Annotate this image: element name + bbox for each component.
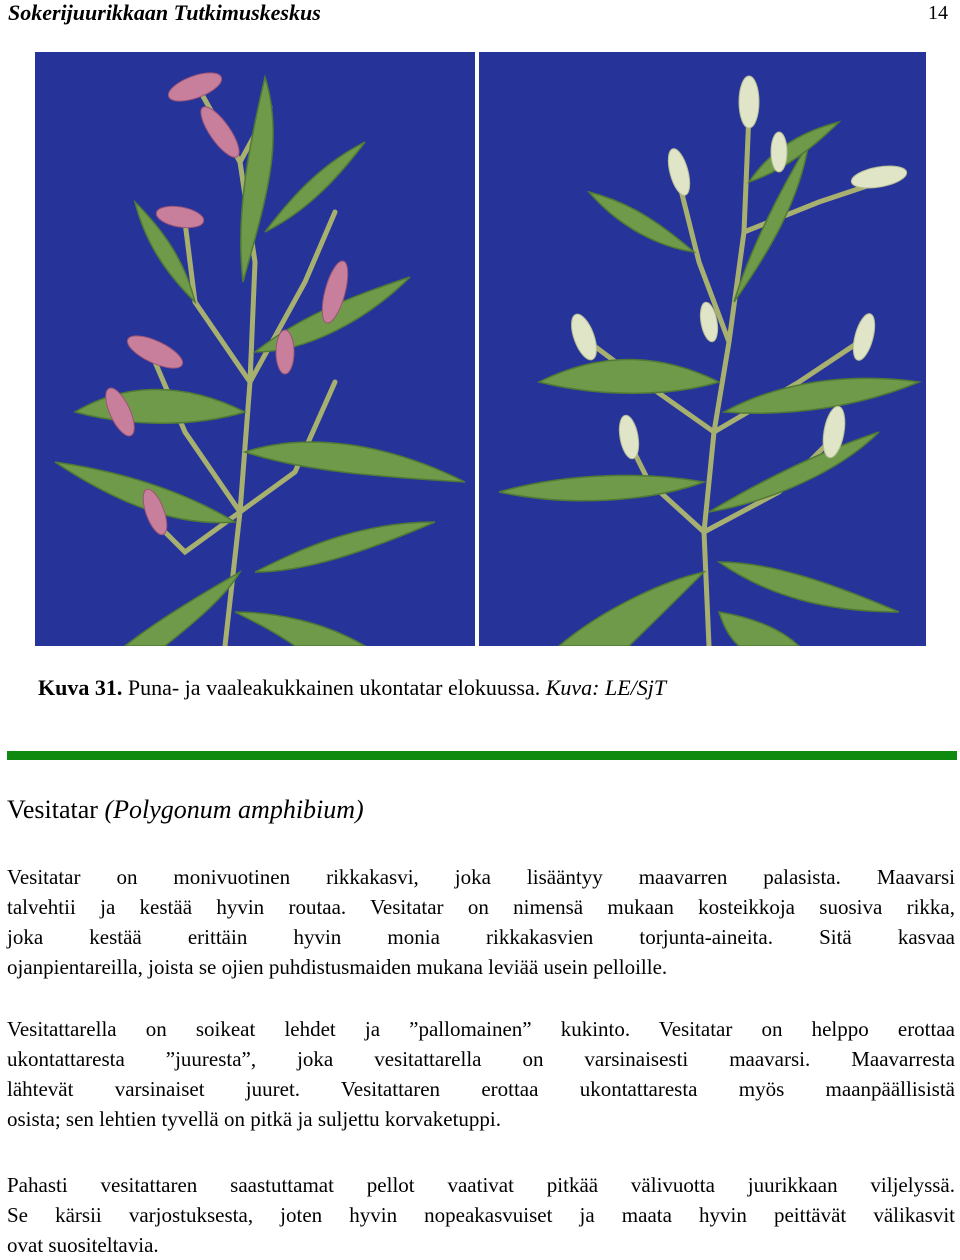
document-title: Sokerijuurikkaan Tutkimuskeskus <box>8 0 321 25</box>
paragraph-line: Se kärsii varjostuksesta, joten hyvin nopeakasvuiset ja maata hyvin peittävät välikasvit <box>7 1203 955 1227</box>
paragraph-line: joka kestää erittäin hyvin monia rikkakasvien torjunta-aineita. Sitä kasvaa <box>7 925 955 949</box>
figure-caption <box>38 675 666 701</box>
paragraph-1 <box>7 862 955 982</box>
section-latin-name: (Polygonum amphibium) <box>104 795 364 824</box>
plant-illustration-pink <box>35 52 475 646</box>
paragraph-line: ukontattaresta ”juuresta”, joka vesitattarella on varsinaisesti maavarsi. Maavarresta <box>7 1047 955 1071</box>
page-number: 14 <box>928 2 948 24</box>
caption-credit: Kuva: LE/SjT <box>545 675 667 700</box>
paragraph-line: lähtevät varsinaiset juuret. Vesitattaren erottaa ukontattaresta myös maanpäällisistä <box>7 1077 955 1101</box>
section-divider <box>7 751 957 760</box>
section-title: Vesitatar <box>7 795 105 824</box>
page-header <box>8 0 948 30</box>
paragraph-line: Vesitattarella on soikeat lehdet ja ”pallomainen” kukinto. Vesitatar on helppo erottaa <box>7 1017 955 1041</box>
paragraph-line: ojanpientareilla, joista se ojien puhdistusmaiden mukana leviää usein pelloille. <box>7 955 668 979</box>
paragraph-line: osista; sen lehtien tyvellä on pitkä ja suljettu korvaketuppi. <box>7 1107 501 1131</box>
paragraph-line: ovat suositeltavia. <box>7 1233 159 1257</box>
paragraph-3 <box>7 1170 955 1260</box>
caption-text: Puna- ja vaaleakukkainen ukontatar elokuussa. <box>122 675 546 700</box>
section-heading <box>7 795 364 825</box>
paragraph-line: Pahasti vesitattaren saastuttamat pellot vaativat pitkää välivuotta juurikkaan viljelyssä. <box>7 1173 955 1197</box>
paragraph-line: talvehtii ja kestää hyvin routaa. Vesitatar on nimensä mukaan kosteikkoja suosiva rikka, <box>7 895 955 919</box>
paragraph-line: Vesitatar on monivuotinen rikkakasvi, joka lisääntyy maavarren palasista. Maavarsi <box>7 865 955 889</box>
caption-label: Kuva 31. <box>38 675 123 700</box>
paragraph-2 <box>7 1014 955 1134</box>
plant-illustration-white <box>479 52 926 646</box>
photo-pink-knotweed <box>35 52 475 646</box>
photo-white-knotweed <box>479 52 926 646</box>
